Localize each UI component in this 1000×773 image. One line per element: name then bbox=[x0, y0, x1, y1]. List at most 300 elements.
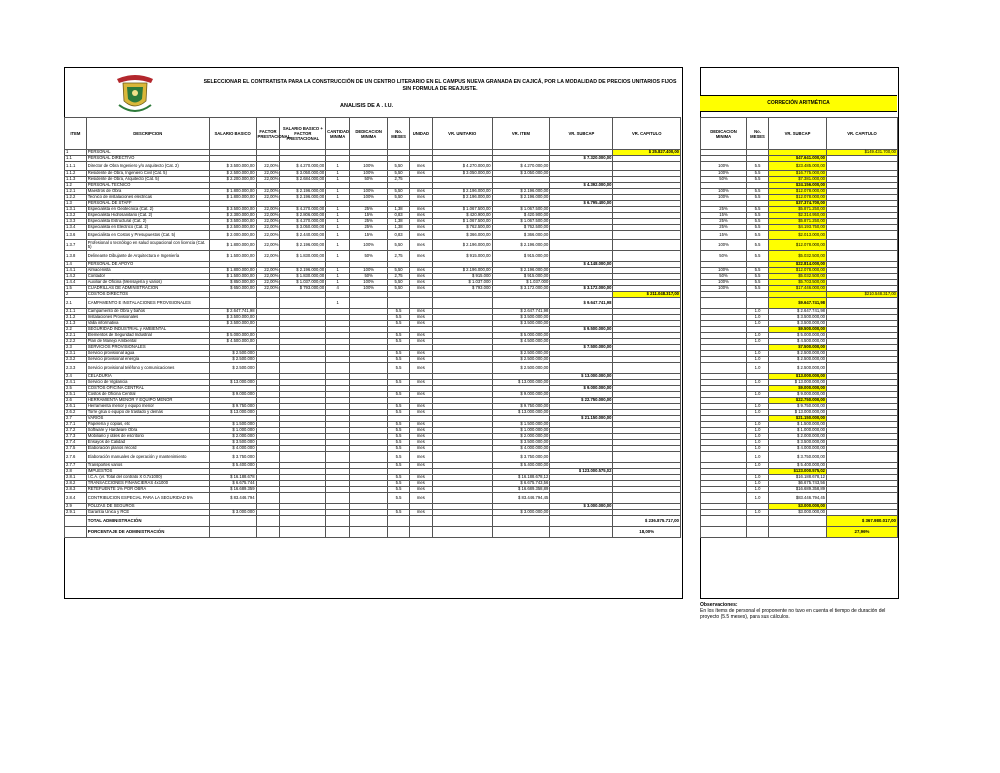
cell-vi: $ 2.000.000,00 bbox=[492, 434, 550, 440]
corr-cell-csub: $24.156.000,00 bbox=[769, 183, 827, 189]
table-row bbox=[65, 452, 681, 463]
cell-cant: 1 bbox=[326, 162, 350, 171]
corr-cell-csub: $3.000.000,00 bbox=[769, 504, 827, 510]
cell-vi: $ 1.067.500,00 bbox=[492, 219, 550, 225]
corr-cell-cmes: 1.0 bbox=[747, 339, 769, 345]
cell-mes: 5.5 bbox=[388, 428, 410, 434]
cell-desc: Servicio provisional energía bbox=[86, 357, 209, 363]
cell-vi: $ 2.196.000,00 bbox=[492, 268, 550, 274]
cell-mes: 5.5 bbox=[388, 315, 410, 321]
corr-cell-cded: 100% bbox=[701, 286, 747, 292]
corr-cell-cded: 100% bbox=[701, 268, 747, 274]
corr-cell-cmes: 1.0 bbox=[747, 493, 769, 504]
cell-uni: mes bbox=[409, 481, 432, 487]
cell-sfp: $ 2.196.000,00 bbox=[280, 189, 326, 195]
cell-sub: $ 9.647.741,98 bbox=[550, 298, 613, 309]
cell-ded: 100% bbox=[350, 189, 388, 195]
cell-cant: 1 bbox=[326, 189, 350, 195]
cell-item: 1.1 bbox=[65, 156, 87, 162]
cell-sfp: $ 4.270.000,00 bbox=[280, 219, 326, 225]
corr-cell-cmes: 1.0 bbox=[747, 428, 769, 434]
corr-cell-csub: $ 13.000.000,00 bbox=[769, 380, 827, 386]
cell-desc: Tecnico de instalaciones electricas bbox=[86, 195, 209, 201]
corr-cell-cmes: 1.0 bbox=[747, 440, 769, 446]
cell-uni: mes bbox=[409, 280, 432, 286]
cell-desc: Especialista Hidrosanitario (Cat. 2) bbox=[86, 213, 209, 219]
corr-col-cap: VR. CAPITULO bbox=[827, 118, 898, 150]
corr-cell-csub: $7.500.000,00 bbox=[769, 345, 827, 351]
cell-sal: $ 2.500.000 bbox=[209, 351, 256, 357]
cell-desc: PERSONAL DE APOYO bbox=[86, 262, 209, 268]
corr-cell-csub: $2.013.000,00 bbox=[769, 231, 827, 240]
cell-vu: $ 762.500,00 bbox=[432, 225, 492, 231]
cell-vi: $ 915.000,00 bbox=[492, 274, 550, 280]
corr-cell-cmes: 1.0 bbox=[747, 363, 769, 374]
cell-vi: $ 915.000,00 bbox=[492, 251, 550, 262]
cell-vu: $ 3.050.000,00 bbox=[432, 171, 492, 177]
corr-cell-cmes: 1.0 bbox=[747, 357, 769, 363]
cell-cant: 1 bbox=[326, 274, 350, 280]
cell-vi: $ 762.500,00 bbox=[492, 225, 550, 231]
cell-item: 1.1.3 bbox=[65, 177, 87, 183]
cell-vi: $ 16.689.358,89 bbox=[492, 487, 550, 493]
cell-sal: $ 1.500.000,00 bbox=[209, 274, 256, 280]
table-header bbox=[65, 118, 681, 150]
cell-uni bbox=[409, 298, 432, 309]
cell-sfp: $ 4.270.000,00 bbox=[280, 207, 326, 213]
cell-item: 2.7.7 bbox=[65, 463, 87, 469]
cell-item: 2.7.1 bbox=[65, 422, 87, 428]
cell-cap bbox=[613, 240, 681, 251]
cell-sal: $ 3.750.000 bbox=[209, 452, 256, 463]
total-row bbox=[65, 516, 681, 527]
corr-cell-csub: $5.871.250,00 bbox=[769, 219, 827, 225]
cell-desc: HERRAMIENTA MENOR Y EQUIPO MENOR bbox=[86, 398, 209, 404]
cell-sal: $ 3.500.000,00 bbox=[209, 207, 256, 213]
corr-cell-csub: $2.314.950,00 bbox=[769, 213, 827, 219]
corr-cell-cmes: 5.5 bbox=[747, 207, 769, 213]
corr-cell-csub: $22.750.000,00 bbox=[769, 398, 827, 404]
cell-desc: Garantía Única y RCE bbox=[86, 510, 209, 516]
cell-item: 2.6 bbox=[65, 398, 87, 404]
cell-uni: mes bbox=[409, 463, 432, 469]
corr-cell-cded: 50% bbox=[701, 251, 747, 262]
corr-cell-csub: $9.000.000,00 bbox=[769, 386, 827, 392]
corr-cell-csub: $12.078.000,00 bbox=[769, 240, 827, 251]
correction-table bbox=[700, 117, 898, 538]
cell-vu: $ 1.037.000 bbox=[432, 280, 492, 286]
corr-cell-cmes: 1.0 bbox=[747, 487, 769, 493]
cell-sal: $ 6.675.744 bbox=[209, 481, 256, 487]
corr-cell-cmes: 5.5 bbox=[747, 177, 769, 183]
cell-sal: $ 83.446.794 bbox=[209, 493, 256, 504]
cell-desc: Valla informativa bbox=[86, 321, 209, 327]
cell-desc: Instalaciones Provisionales bbox=[86, 315, 209, 321]
cell-sfp: $ 2.684.000,00 bbox=[280, 177, 326, 183]
corr-cell-csub: $5.703.500,00 bbox=[769, 280, 827, 286]
table-row bbox=[65, 251, 681, 262]
cell-uni: mes bbox=[409, 333, 432, 339]
cell-uni: mes bbox=[409, 434, 432, 440]
cell-item: 1.3.2 bbox=[65, 213, 87, 219]
cell-mes: 5.5 bbox=[388, 481, 410, 487]
cell-sal: $ 1.800.000,00 bbox=[209, 240, 256, 251]
cell-uni: mes bbox=[409, 351, 432, 357]
corr-cell-csub: $ 3.500.000,00 bbox=[769, 440, 827, 446]
cell-item: 2.3 bbox=[65, 345, 87, 351]
cell-fac: 22,00% bbox=[256, 240, 280, 251]
corr-percent-value: 27,96% bbox=[827, 527, 898, 538]
corr-row bbox=[701, 452, 898, 463]
cell-ded: 100% bbox=[350, 162, 388, 171]
cell-mes: 5.5 bbox=[388, 333, 410, 339]
corr-cell-cded: 15% bbox=[701, 231, 747, 240]
cell-vu: $ 915.000 bbox=[432, 274, 492, 280]
cell-sfp bbox=[280, 298, 326, 309]
cell-item: 1.3.1 bbox=[65, 207, 87, 213]
cell-cant: 1 bbox=[326, 213, 350, 219]
cell-sfp: $ 3.050.000,00 bbox=[280, 225, 326, 231]
cell-desc: Campamento de Obra y baños bbox=[86, 309, 209, 315]
corr-cell-cded bbox=[701, 452, 747, 463]
cell-vi: $ 9.750.000,00 bbox=[492, 404, 550, 410]
cell-uni: mes bbox=[409, 363, 432, 374]
corr-cell-csub: $22.814.000,00 bbox=[769, 262, 827, 268]
cell-item: 2.2 bbox=[65, 327, 87, 333]
cell-mes: 5.5 bbox=[388, 434, 410, 440]
corr-cell-cded bbox=[701, 363, 747, 374]
corr-cell-csub: $23.485.000,00 bbox=[769, 162, 827, 171]
cell-uni: mes bbox=[409, 251, 432, 262]
cell-item: 2.8.3 bbox=[65, 487, 87, 493]
cell-vi: $ 3.500.000,00 bbox=[492, 315, 550, 321]
cell-uni: mes bbox=[409, 213, 432, 219]
cell-sfp bbox=[280, 493, 326, 504]
cell-mes: 5.5 bbox=[388, 475, 410, 481]
cell-uni: mes bbox=[409, 321, 432, 327]
corr-cell-cmes: 5.5 bbox=[747, 251, 769, 262]
cell-cant bbox=[326, 452, 350, 463]
document-subtitle: ANALISIS DE A . I.U. bbox=[340, 103, 394, 109]
cell-ded: 100% bbox=[350, 195, 388, 201]
cell-fac: 22,00% bbox=[256, 286, 280, 292]
corr-cell-csub: $37.374.700,00 bbox=[769, 201, 827, 207]
cell-mes: 5.5 bbox=[388, 410, 410, 416]
cell-desc: CELADURIA bbox=[86, 374, 209, 380]
col-ded: DEDICACION MINIMA bbox=[350, 118, 388, 150]
cell-fac: 22,00% bbox=[256, 177, 280, 183]
cell-item: 1.2 bbox=[65, 183, 87, 189]
cell-fac: 22,00% bbox=[256, 280, 280, 286]
cell-fac: 22,00% bbox=[256, 171, 280, 177]
cell-item: 2.1.2 bbox=[65, 315, 87, 321]
cell-desc: Elaboración manuales de operación y mantenimiento bbox=[86, 452, 209, 463]
cell-uni: mes bbox=[409, 446, 432, 452]
cell-desc: VARIOS bbox=[86, 416, 209, 422]
corr-cell-cmes: 1.0 bbox=[747, 410, 769, 416]
cell-uni: mes bbox=[409, 268, 432, 274]
cell-item: 2.9 bbox=[65, 504, 87, 510]
cell-mes: 5.5 bbox=[388, 380, 410, 386]
cell-cant: 4 bbox=[326, 286, 350, 292]
corr-cell-ccap: $149.431.700,00 bbox=[827, 150, 898, 156]
cell-sub bbox=[550, 162, 613, 171]
cell-mes: 1,38 bbox=[388, 225, 410, 231]
cell-item: 2.6.2 bbox=[65, 410, 87, 416]
corr-cell-cmes: 1.0 bbox=[747, 380, 769, 386]
corr-row bbox=[701, 240, 898, 251]
corr-cell-cmes: 5.5 bbox=[747, 225, 769, 231]
cell-sub: $ 9.500.000,00 bbox=[550, 327, 613, 333]
cell-desc: Papelería y copias, etc bbox=[86, 422, 209, 428]
cell-uni: mes bbox=[409, 392, 432, 398]
cell-ded bbox=[350, 298, 388, 309]
cell-sal: $ 2.500.000 bbox=[209, 363, 256, 374]
corr-cell-ccap bbox=[827, 251, 898, 262]
cell-vi: $ 3.750.000,00 bbox=[492, 452, 550, 463]
cell-desc: PERSONAL DIRECTIVO bbox=[86, 156, 209, 162]
cell-fac: 22,00% bbox=[256, 231, 280, 240]
cell-vu bbox=[432, 452, 492, 463]
cell-vi: $ 4.270.000,00 bbox=[492, 162, 550, 171]
cell-vi: $ 5.400.000,00 bbox=[492, 463, 550, 469]
cell-desc: Elaboración planos récord bbox=[86, 446, 209, 452]
cell-vi: $ 2.196.000,00 bbox=[492, 189, 550, 195]
cell-sal: $ 2.500.000 bbox=[209, 357, 256, 363]
corr-row bbox=[701, 231, 898, 240]
cell-vi: $ 2.500.000,00 bbox=[492, 357, 550, 363]
cell-item: 2.8.4 bbox=[65, 493, 87, 504]
cell-item: 2.7.2 bbox=[65, 428, 87, 434]
cell-uni: mes bbox=[409, 410, 432, 416]
cell-cap bbox=[613, 231, 681, 240]
cell-vu bbox=[432, 493, 492, 504]
cell-sal: $ 16.689.359 bbox=[209, 487, 256, 493]
cell-sal: $ 2.000.000 bbox=[209, 434, 256, 440]
corr-cell-csub: $6.675.743,56 bbox=[769, 481, 827, 487]
corr-cell-cded: 100% bbox=[701, 195, 747, 201]
cell-fac bbox=[256, 298, 280, 309]
corr-cell-ccap bbox=[827, 452, 898, 463]
corr-cell-csub: $ 4.000.000,00 bbox=[769, 446, 827, 452]
cell-item: 2.3.1 bbox=[65, 351, 87, 357]
cell-sal: $ 5.400.000 bbox=[209, 463, 256, 469]
cell-desc: Contador bbox=[86, 274, 209, 280]
cell-item: 1.4.4 bbox=[65, 280, 87, 286]
cell-item: 1.4 bbox=[65, 262, 87, 268]
cell-sfp: $ 2.196.000,00 bbox=[280, 195, 326, 201]
corr-cell-ccap bbox=[827, 240, 898, 251]
corr-row bbox=[701, 162, 898, 171]
corr-col-ded: DEDICACION MINIMA bbox=[701, 118, 747, 150]
corr-cell-cmes: 1.0 bbox=[747, 463, 769, 469]
corr-cell-cmes: 5.5 bbox=[747, 213, 769, 219]
cell-vu: $ 915.000,00 bbox=[432, 251, 492, 262]
cell-desc: COSTOS DIRECTOS bbox=[86, 292, 209, 298]
corr-cell-csub: $ 2.647.741,98 bbox=[769, 309, 827, 315]
cell-cant: 1 bbox=[326, 177, 350, 183]
corr-cell-csub: $12.078.000,00 bbox=[769, 268, 827, 274]
cell-vi: $ 1.037.000 bbox=[492, 280, 550, 286]
col-factor: FACTOR PRESTACIONAL bbox=[256, 118, 280, 150]
cell-desc: Transportes varios bbox=[86, 463, 209, 469]
cell-uni: mes bbox=[409, 171, 432, 177]
cell-uni: mes bbox=[409, 286, 432, 292]
corr-cell-csub: $16.188.678,12 bbox=[769, 475, 827, 481]
cell-sub: $ 7.500.000,00 bbox=[550, 345, 613, 351]
cell-item: 2.7 bbox=[65, 416, 87, 422]
cell-sfp: $ 2.806.000,00 bbox=[280, 213, 326, 219]
cell-vi: $ 1.000.000,00 bbox=[492, 428, 550, 434]
corr-cell-cded: 100% bbox=[701, 171, 747, 177]
cell-cant: 1 bbox=[326, 195, 350, 201]
cell-uni: mes bbox=[409, 440, 432, 446]
cell-cap bbox=[613, 298, 681, 309]
table-row bbox=[65, 162, 681, 171]
corr-cell-csub: $16.775.000,00 bbox=[769, 171, 827, 177]
cell-item: 2.2.1 bbox=[65, 333, 87, 339]
corr-cell-csub: $123.000.575,02 bbox=[769, 469, 827, 475]
corr-cell-cmes: 1.0 bbox=[747, 404, 769, 410]
percent-value: 18,00% bbox=[613, 527, 681, 538]
aiu-table bbox=[64, 117, 681, 538]
cell-item: 1.4.2 bbox=[65, 274, 87, 280]
col-desc: DESCRIPCION bbox=[86, 118, 209, 150]
cell-sal: $ 4.000.000 bbox=[209, 446, 256, 452]
cell-sfp: $ 1.830.000,00 bbox=[280, 274, 326, 280]
cell-vu: $ 420.900,00 bbox=[432, 213, 492, 219]
cell-fac: 22,00% bbox=[256, 162, 280, 171]
cell-desc: CONTRIBUCION ESPECIAL PARA LA SEGURIDAD 5% bbox=[86, 493, 209, 504]
cell-item: 2.3.2 bbox=[65, 357, 87, 363]
cell-item: 2.7.6 bbox=[65, 452, 87, 463]
cell-fac: 22,00% bbox=[256, 213, 280, 219]
table-row bbox=[65, 286, 681, 292]
cell-vu: $ 2.196.000,00 bbox=[432, 268, 492, 274]
cell-ded: 100% bbox=[350, 268, 388, 274]
cell-desc: Almacenista bbox=[86, 268, 209, 274]
corr-cell-cded: 25% bbox=[701, 207, 747, 213]
cell-mes: 5.5 bbox=[388, 493, 410, 504]
cell-cant bbox=[326, 363, 350, 374]
cell-fac: 22,00% bbox=[256, 189, 280, 195]
corr-cell-csub: $ 2.000.000,00 bbox=[769, 434, 827, 440]
corr-cell-cded: 100% bbox=[701, 162, 747, 171]
corr-row bbox=[701, 363, 898, 374]
cell-cap: $ 211.048.317,00 bbox=[613, 292, 681, 298]
cell-uni: mes bbox=[409, 422, 432, 428]
cell-vi: $ 83.446.794,45 bbox=[492, 493, 550, 504]
corr-cell-csub: $ 9.000.000,00 bbox=[769, 392, 827, 398]
cell-uni: mes bbox=[409, 493, 432, 504]
cell-mes: 5.5 bbox=[388, 446, 410, 452]
corr-cell-csub: $ 4.500.000,00 bbox=[769, 339, 827, 345]
cell-sal: $ 2.000.000,00 bbox=[209, 231, 256, 240]
cell-sub: $ 3.172.000,00 bbox=[550, 286, 613, 292]
corr-cell-cded: 100% bbox=[701, 189, 747, 195]
cell-item: 2.1.1 bbox=[65, 309, 87, 315]
corr-cell-ccap bbox=[827, 231, 898, 240]
corr-cell-cmes: 1.0 bbox=[747, 452, 769, 463]
cell-item: 1.3.8 bbox=[65, 251, 87, 262]
cell-sal: $ 2.500.000,00 bbox=[209, 225, 256, 231]
cell-mes: 5.5 bbox=[388, 440, 410, 446]
cell-mes: 5,50 bbox=[388, 240, 410, 251]
corr-cell-cded: 100% bbox=[701, 280, 747, 286]
corr-cell-csub: $ 3.500.000,00 bbox=[769, 321, 827, 327]
cell-ded: 25% bbox=[350, 219, 388, 225]
corr-cell-cded: 15% bbox=[701, 213, 747, 219]
cell-mes: 5.5 bbox=[388, 510, 410, 516]
cell-item: 2.8 bbox=[65, 469, 87, 475]
cell-sfp: $ 1.037.000,00 bbox=[280, 280, 326, 286]
cell-mes: 5.5 bbox=[388, 392, 410, 398]
cell-ded: 50% bbox=[350, 177, 388, 183]
corr-cell-csub: $ 3.500.000,00 bbox=[769, 315, 827, 321]
observations-text: En los ítems de personal el proponente no tuvo en cuenta el tiempo de duración del proyecto (5.5 meses), para sus cálculos. bbox=[700, 608, 886, 620]
corr-cell-cmes: 5.5 bbox=[747, 162, 769, 171]
cell-desc: Herramienta menor y equipo menor bbox=[86, 404, 209, 410]
corr-cell-cmes: 5.5 bbox=[747, 280, 769, 286]
cell-ded: 25% bbox=[350, 225, 388, 231]
corr-cell-cmes: 5.5 bbox=[747, 171, 769, 177]
cell-desc: I.C.A. (vr. Total del contrato X 0.7x1000) bbox=[86, 475, 209, 481]
cell-sfp: $ 2.440.000,00 bbox=[280, 231, 326, 240]
cell-ded: 15% bbox=[350, 231, 388, 240]
cell-cap: $ 25.827.400,00 bbox=[613, 150, 681, 156]
cell-mes: 5,50 bbox=[388, 286, 410, 292]
cell-sub bbox=[550, 240, 613, 251]
cell-ded: 50% bbox=[350, 251, 388, 262]
cell-item: 1.3.4 bbox=[65, 225, 87, 231]
cell-desc: Especialista en Geotecnica (Cat. 2) bbox=[86, 207, 209, 213]
cell-uni: mes bbox=[409, 195, 432, 201]
cell-mes: 1,38 bbox=[388, 219, 410, 225]
corr-cell-cded: 50% bbox=[701, 177, 747, 183]
cell-vu: $ 2.196.000,00 bbox=[432, 240, 492, 251]
col-sub: VR. SUBCAP bbox=[550, 118, 613, 150]
corr-cell-cded bbox=[701, 298, 747, 309]
col-cant: CANTIDAD MINIMA bbox=[326, 118, 350, 150]
cell-vu: $ 1.067.500,00 bbox=[432, 219, 492, 225]
cell-ded bbox=[350, 493, 388, 504]
cell-mes: 5.5 bbox=[388, 404, 410, 410]
cell-item: 1.2.2 bbox=[65, 195, 87, 201]
cell-vi: $ 13.000.000,00 bbox=[492, 410, 550, 416]
cell-mes: 5,50 bbox=[388, 268, 410, 274]
observations bbox=[700, 602, 900, 620]
cell-uni: mes bbox=[409, 162, 432, 171]
corr-cell-csub: $5.032.500,00 bbox=[769, 274, 827, 280]
cell-uni: mes bbox=[409, 189, 432, 195]
cell-vi: $ 3.172.000,00 bbox=[492, 286, 550, 292]
cell-vu bbox=[432, 363, 492, 374]
cell-sal: $ 1.800.000,00 bbox=[209, 268, 256, 274]
cell-sal: $ 1.500.000,00 bbox=[209, 251, 256, 262]
cell-desc: Ensayos de Calidad bbox=[86, 440, 209, 446]
cell-vi: $ 5.000.000,00 bbox=[492, 333, 550, 339]
cell-mes: 5,50 bbox=[388, 195, 410, 201]
cell-sal: $ 9.000.000 bbox=[209, 392, 256, 398]
cell-cant: 1 bbox=[326, 251, 350, 262]
cell-sal: $ 1.500.000 bbox=[209, 422, 256, 428]
table-row bbox=[65, 298, 681, 309]
cell-fac: 22,00% bbox=[256, 219, 280, 225]
cell-mes bbox=[388, 298, 410, 309]
cell-vi: $ 420.900,00 bbox=[492, 213, 550, 219]
document-title: SELECCIONAR EL CONTRATISTA PARA LA CONSTRUCCIÓN DE UN CENTRO LITERARIO EN EL CAMPUS NUEVA GRANADA EN CAJICÁ, POR LA MODALIDAD DE PRECIOS UNITARIOS FIJOS SIN FORMULA DE REAJUSTE. bbox=[203, 79, 677, 92]
cell-sfp: $ 1.830.000,00 bbox=[280, 251, 326, 262]
